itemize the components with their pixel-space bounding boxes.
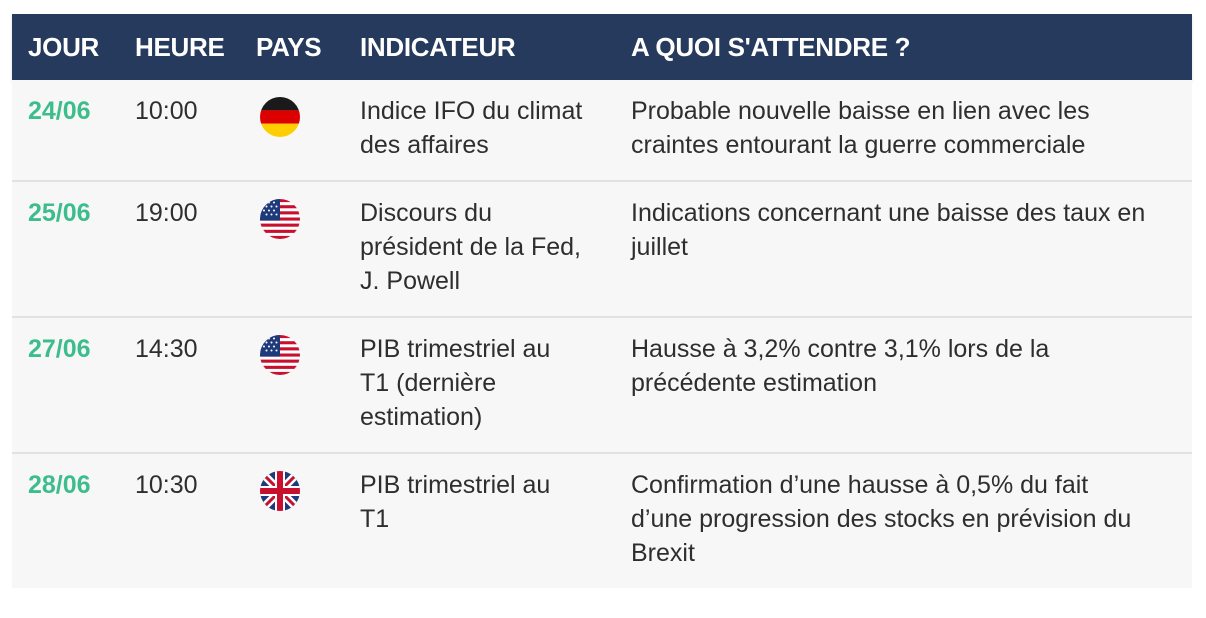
germany-flag-icon (260, 97, 300, 137)
row-date: 28/06 (28, 471, 91, 499)
table-row (12, 80, 1192, 182)
expectation-line: craintes entourant la guerre commerciale (631, 131, 1086, 159)
row-time: 14:30 (135, 335, 198, 363)
expectation-line: Hausse à 3,2% contre 3,1% lors de la (631, 335, 1050, 363)
table-row (12, 182, 1192, 318)
row-time: 10:30 (135, 471, 198, 499)
table-row (12, 454, 1192, 588)
column-header-pays: PAYS (256, 31, 322, 62)
expectation-line: Indications concernant une baisse des taux en (631, 199, 1146, 227)
expectation-line: précédente estimation (631, 369, 877, 397)
expectation-line: d’une progression des stocks en prévision du (631, 505, 1132, 533)
economic-calendar-table (12, 14, 1192, 588)
uk-flag-icon (260, 471, 300, 511)
indicator-line: des affaires (360, 131, 489, 159)
table-row (12, 318, 1192, 454)
indicator-line: Indice IFO du climat (360, 97, 583, 125)
row-time: 19:00 (135, 199, 198, 227)
row-time: 10:00 (135, 97, 198, 125)
indicator-line: J. Powell (360, 267, 461, 295)
column-header-attente: A QUOI S'ATTENDRE ? (631, 31, 911, 62)
column-header-jour: JOUR (28, 31, 100, 62)
indicator-line: T1 (dernière (360, 369, 497, 397)
indicator-line: estimation) (360, 403, 483, 431)
row-date: 24/06 (28, 97, 91, 125)
indicator-line: PIB trimestriel au (360, 471, 551, 499)
row-date: 25/06 (28, 199, 91, 227)
usa-flag-icon (260, 199, 300, 239)
table-header (12, 14, 1192, 80)
usa-flag-icon (260, 335, 300, 375)
expectation-line: Probable nouvelle baisse en lien avec les (631, 97, 1090, 125)
column-header-heure: HEURE (135, 31, 225, 62)
expectation-line: Confirmation d’une hausse à 0,5% du fait (631, 471, 1089, 499)
expectation-line: juillet (631, 233, 688, 261)
expectation-line: Brexit (631, 539, 695, 567)
row-date: 27/06 (28, 335, 91, 363)
indicator-line: Discours du (360, 199, 492, 227)
indicator-line: T1 (360, 505, 390, 533)
indicator-line: président de la Fed, (360, 233, 581, 261)
indicator-line: PIB trimestriel au (360, 335, 551, 363)
column-header-indicateur: INDICATEUR (360, 31, 516, 62)
